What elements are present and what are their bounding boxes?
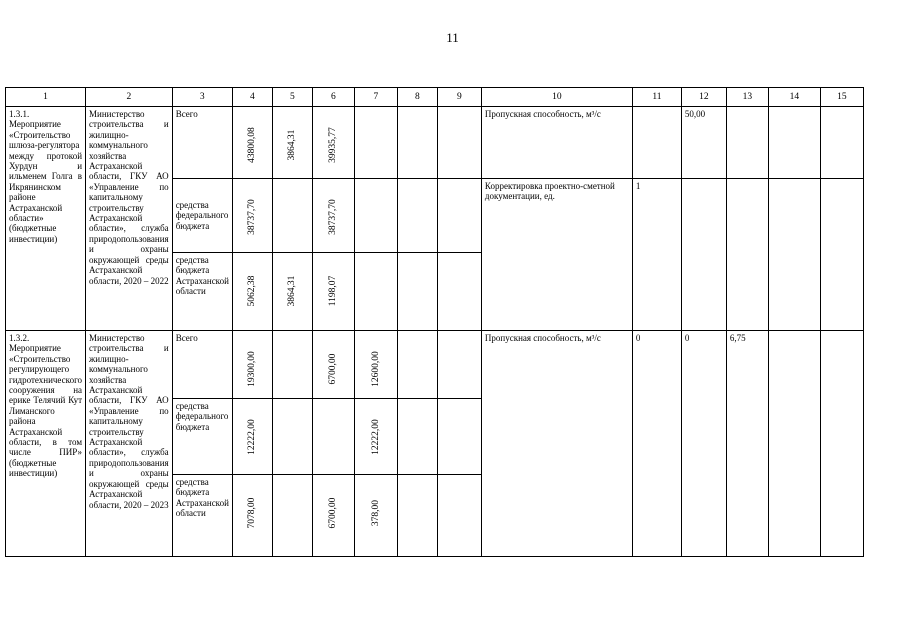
amount-cell: 6700,00 [328, 353, 339, 385]
indicator-value [820, 179, 863, 331]
funding-source: Всего [172, 107, 232, 179]
amount-cell: 3864,31 [287, 275, 298, 307]
col-header: 8 [397, 88, 437, 107]
col-header: 13 [726, 88, 768, 107]
indicator-value [726, 107, 768, 179]
indicator-label: Пропускная способность, м³/с [481, 107, 632, 179]
amount-cell: 19300,00 [247, 351, 258, 387]
amount-cell: 378,00 [370, 499, 381, 527]
amount-cell: 7078,00 [247, 497, 258, 529]
col-header: 11 [632, 88, 681, 107]
indicator-value [632, 107, 681, 179]
amount-cell: 1198,07 [328, 275, 339, 307]
funding-source: Всего [172, 331, 232, 399]
col-header: 14 [768, 88, 820, 107]
table-row [6, 331, 864, 399]
program-table [5, 87, 864, 557]
event-executor: Министерство строительства и жилищно-коммунального хозяйства Астраханской области, ГКУ АО «Управление по капитальному строительству Астраханской области», служба природопользования и охраны окружающей среды Астраханской области, 2020 – 2023 [86, 331, 173, 557]
indicator-value [681, 179, 726, 331]
amount-cell: 39935,77 [328, 127, 339, 163]
indicator-value: 1 [632, 179, 681, 331]
event-name: 1.3.1. Мероприятие «Строительство шлюза-регулятора между протокой Хурдун и ильменем Голга в Икрянинском районе Астраханской области» (бюджетные инвестиции) [6, 107, 86, 331]
amount-cell: 38737,70 [328, 199, 339, 235]
funding-source: средства бюджета Астраханской области [172, 475, 232, 557]
col-header: 12 [681, 88, 726, 107]
col-header: 10 [481, 88, 632, 107]
table-row [6, 107, 864, 179]
indicator-value: 0 [681, 331, 726, 557]
amount-cell: 3864,31 [287, 129, 298, 161]
col-header: 2 [86, 88, 173, 107]
indicator-label: Пропускная способность, м³/с [481, 331, 632, 557]
funding-source: средства федерального бюджета [172, 399, 232, 475]
indicator-value [768, 107, 820, 179]
indicator-value [820, 107, 863, 179]
amount-cell: 12600,00 [370, 351, 381, 387]
amount-cell: 12222,00 [370, 419, 381, 455]
col-header: 9 [437, 88, 481, 107]
col-header: 1 [6, 88, 86, 107]
indicator-value: 6,75 [726, 331, 768, 557]
indicator-value [820, 331, 863, 557]
col-header: 5 [272, 88, 312, 107]
col-header: 6 [312, 88, 354, 107]
header-row [6, 88, 864, 107]
amount-cell: 6700,00 [328, 497, 339, 529]
amount-cell: 5062,38 [247, 275, 258, 307]
indicator-value: 0 [632, 331, 681, 557]
funding-source: средства бюджета Астраханской области [172, 253, 232, 331]
indicator-value: 50,00 [681, 107, 726, 179]
col-header: 7 [354, 88, 397, 107]
col-header: 3 [172, 88, 232, 107]
indicator-value [768, 331, 820, 557]
indicator-label: Корректировка проектно-сметной документации, ед. [481, 179, 632, 331]
col-header: 4 [232, 88, 272, 107]
event-executor: Министерство строительства и жилищно-коммунального хозяйства Астраханской области, ГКУ АО «Управление по капитальному строительству Астраханской области», служба природопользования и охраны окружающей среды Астраханской области, 2020 – 2022 [86, 107, 173, 331]
amount-cell: 43800,08 [247, 127, 258, 163]
amount-cell: 38737,70 [247, 199, 258, 235]
indicator-value [768, 179, 820, 331]
funding-source: средства федерального бюджета [172, 179, 232, 253]
col-header: 15 [820, 88, 863, 107]
amount-cell: 12222,00 [247, 419, 258, 455]
page-number: 11 [446, 30, 459, 45]
indicator-value [726, 179, 768, 331]
event-name: 1.3.2. Мероприятие «Строительство регулирующего гидротехнического сооружения на ерике Телячий Кут Лиманского района Астраханской области, в том числе ПИР» (бюджетные инвестиции) [6, 331, 86, 557]
